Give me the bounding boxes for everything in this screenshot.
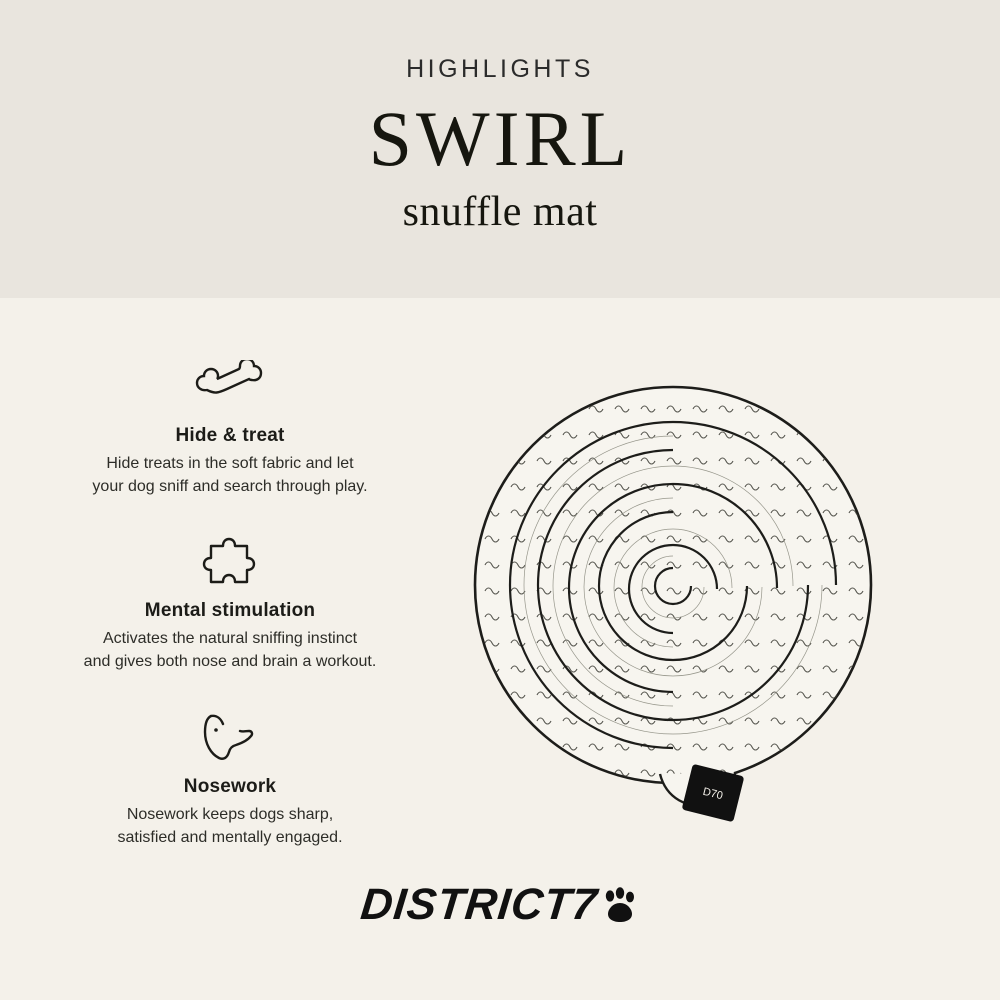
feature-description: [40, 453, 420, 498]
feature-description-line: Hide treats in the soft fabric and let: [106, 455, 354, 472]
brand-logo: [0, 880, 1000, 930]
feature-item-nosework: [40, 706, 420, 849]
feature-description-line: satisfied and mentally engaged.: [117, 828, 343, 846]
feature-title: Nosework: [183, 775, 277, 797]
feature-description-line: Nosework keeps dogs sharp,: [126, 805, 334, 823]
feature-title: Hide & treat: [175, 425, 285, 446]
features-list: [40, 355, 420, 881]
eyebrow-label: HIGHLIGHTS: [406, 55, 594, 83]
feature-description: [40, 628, 420, 673]
feature-description: [40, 804, 420, 849]
feature-item-hide-and-treat: [40, 355, 420, 498]
feature-description-line: your dog sniff and search through play.: [92, 477, 368, 495]
header-band: [0, 0, 1000, 298]
page-subtitle: snuffle mat: [402, 188, 598, 235]
feature-item-mental-stimulation: [40, 530, 420, 673]
feature-description-line: and gives both nose and brain a workout.: [83, 653, 377, 671]
puzzle-piece-icon: [40, 530, 420, 592]
page-title: SWIRL: [368, 95, 632, 182]
feature-title: Mental stimulation: [144, 600, 316, 622]
swirl-snuffle-mat-illustration: [455, 370, 935, 860]
svg-text:D70: D70: [701, 785, 725, 803]
dog-head-icon: [40, 706, 420, 768]
brand-name: DISTRICT7: [358, 880, 600, 929]
feature-description-line: Activates the natural sniffing instinct: [102, 630, 358, 648]
bone-icon: [40, 355, 420, 417]
paw-print-icon: [599, 883, 639, 932]
